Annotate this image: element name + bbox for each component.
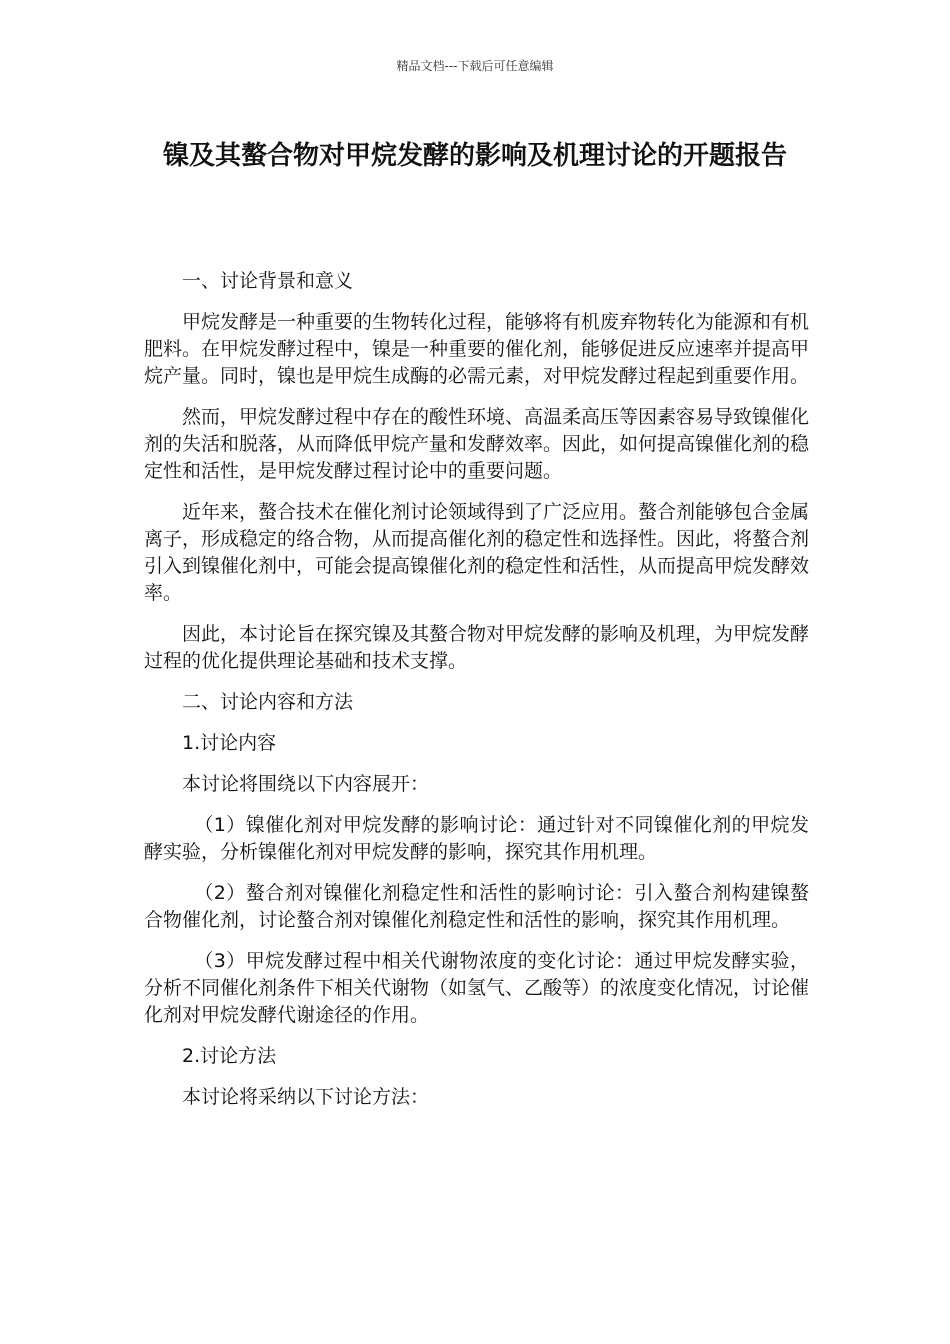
subheading-content: 1.讨论内容 [182,732,277,754]
paragraph-chelation: 近年来，螯合技术在催化剂讨论领域得到了广泛应用。螯合剂能够包合金属离子，形成稳定的络合物，从而提高催化剂的稳定性和选择性。因此，将螯合剂引入到镍催化剂中，可能会提高镍催化剂的稳定性和活性，从而提高甲烷发酵效率。 [144,501,810,604]
header-note: 精品文档---下载后可任意编辑 [396,59,554,73]
list-item-2: （2）螯合剂对镍催化剂稳定性和活性的影响讨论：引入螯合剂构建镍螯合物催化剂，讨论螯合剂对镍催化剂稳定性和活性的影响，探究其作用机理。 [144,882,809,931]
document-body [144,268,809,1125]
paragraph-content-lead: 本讨论将围绕以下内容展开： [182,773,430,795]
list-item-3: （3）甲烷发酵过程中相关代谢物浓度的变化讨论：通过甲烷发酵实验，分析不同催化剂条件下相关代谢物（如氢气、乙酸等）的浓度变化情况，讨论催化剂对甲烷发酵代谢途径的作用。 [144,950,810,1026]
section-heading-content-methods: 二、讨论内容和方法 [182,691,354,713]
paragraph-problem: 然而，甲烷发酵过程中存在的酸性环境、高温柔高压等因素容易导致镍催化剂的失活和脱落，从而降低甲烷产量和发酵效率。因此，如何提高镍催化剂的稳定性和活性，是甲烷发酵过程讨论中的重要问题。 [144,406,810,482]
document-title: 镍及其螯合物对甲烷发酵的影响及机理讨论的开题报告 [162,141,787,171]
section-heading-background: 一、讨论背景和意义 [182,270,354,292]
list-item-1: （1）镍催化剂对甲烷发酵的影响讨论：通过针对不同镍催化剂的甲烷发酵实验，分析镍催化剂对甲烷发酵的影响，探究其作用机理。 [144,814,809,863]
paragraph-methods-lead: 本讨论将采纳以下讨论方法： [182,1086,430,1108]
subheading-methods: 2.讨论方法 [182,1045,277,1067]
paragraph-aim: 因此，本讨论旨在探究镍及其螯合物对甲烷发酵的影响及机理，为甲烷发酵过程的优化提供理论基础和技术支撑。 [144,623,810,672]
paragraph-intro: 甲烷发酵是一种重要的生物转化过程，能够将有机废弃物转化为能源和有机肥料。在甲烷发酵过程中，镍是一种重要的催化剂，能够促进反应速率并提高甲烷产量。同时，镍也是甲烷生成酶的必需元素，对甲烷发酵过程起到重要作用。 [144,311,810,387]
